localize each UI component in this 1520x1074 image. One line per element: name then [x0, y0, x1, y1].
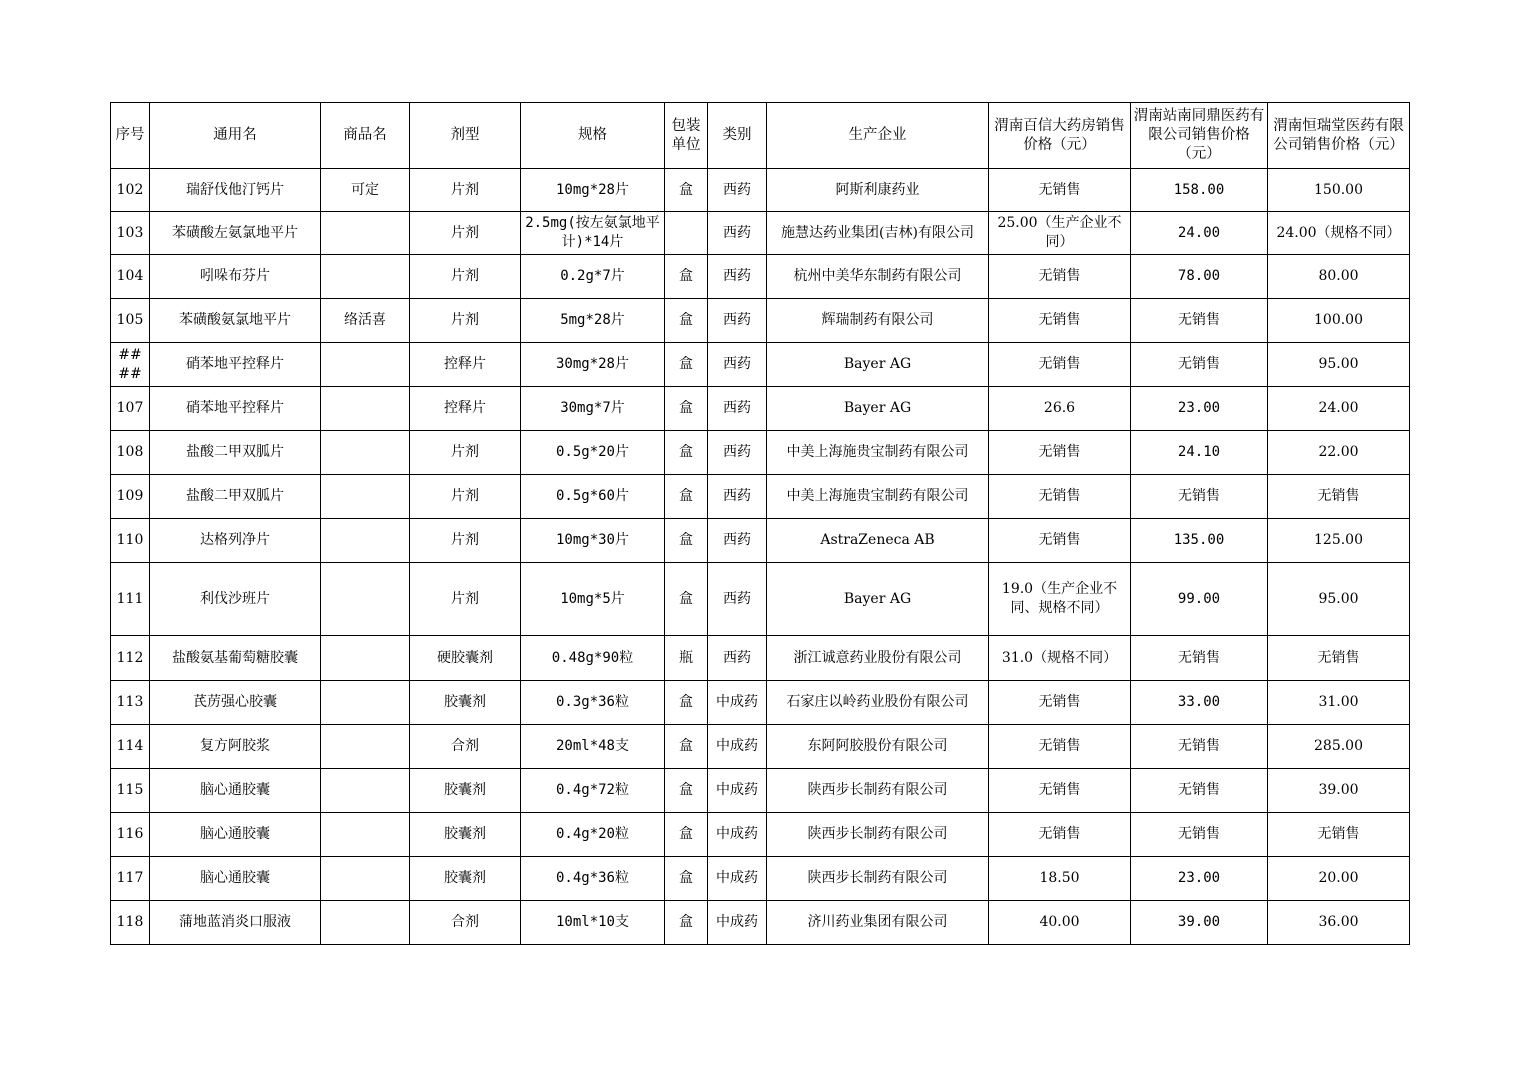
- seq-cell: 118: [111, 901, 150, 945]
- price-baixin-cell: 无销售: [989, 431, 1131, 475]
- seq-cell: 114: [111, 725, 150, 769]
- price-baixin-cell: 无销售: [989, 255, 1131, 299]
- category-cell: 西药: [708, 519, 767, 563]
- specification-cell: 0.5g*60片: [521, 475, 665, 519]
- price-tongding-cell: 24.00: [1131, 212, 1268, 255]
- specification-cell: 10ml*10支: [521, 901, 665, 945]
- dosage-form-cell: 片剂: [410, 475, 521, 519]
- specification-cell: 0.4g*36粒: [521, 857, 665, 901]
- seq-cell: 102: [111, 169, 150, 212]
- specification-cell: 30mg*7片: [521, 387, 665, 431]
- price-tongding-cell: 无销售: [1131, 813, 1268, 857]
- package-unit-cell: 盒: [665, 769, 708, 813]
- generic-name-cell: 蒲地蓝消炎口服液: [150, 901, 321, 945]
- manufacturer-cell: AstraZeneca AB: [767, 519, 989, 563]
- table-row: [111, 681, 1410, 725]
- category-cell: 西药: [708, 387, 767, 431]
- table-row: [111, 636, 1410, 681]
- price-hengruitang-cell: 100.00: [1268, 299, 1410, 343]
- generic-name-cell: 苯磺酸氨氯地平片: [150, 299, 321, 343]
- table-row: [111, 255, 1410, 299]
- price-tongding-cell: 39.00: [1131, 901, 1268, 945]
- table-row: [111, 563, 1410, 636]
- price-baixin-cell: 无销售: [989, 343, 1131, 387]
- specification-cell: 30mg*28片: [521, 343, 665, 387]
- price-baixin-cell: 无销售: [989, 769, 1131, 813]
- table-row: [111, 299, 1410, 343]
- table-body: [111, 169, 1410, 945]
- manufacturer-cell: 陕西步长制药有限公司: [767, 857, 989, 901]
- col-header-category: 类别: [708, 103, 767, 169]
- table-row: [111, 519, 1410, 563]
- manufacturer-cell: 石家庄以岭药业股份有限公司: [767, 681, 989, 725]
- seq-cell: 109: [111, 475, 150, 519]
- price-baixin-cell: 18.50: [989, 857, 1131, 901]
- category-cell: 西药: [708, 299, 767, 343]
- package-unit-cell: 盒: [665, 343, 708, 387]
- price-hengruitang-cell: 150.00: [1268, 169, 1410, 212]
- col-header-generic-name: 通用名: [150, 103, 321, 169]
- generic-name-cell: 脑心通胶囊: [150, 857, 321, 901]
- col-header-dosage-form: 剂型: [410, 103, 521, 169]
- specification-cell: 0.4g*72粒: [521, 769, 665, 813]
- seq-cell: 105: [111, 299, 150, 343]
- package-unit-cell: 盒: [665, 255, 708, 299]
- price-baixin-cell: 25.00（生产企业不同）: [989, 212, 1131, 255]
- specification-cell: 10mg*30片: [521, 519, 665, 563]
- brand-name-cell: [321, 387, 410, 431]
- price-tongding-cell: 无销售: [1131, 636, 1268, 681]
- seq-cell: 112: [111, 636, 150, 681]
- category-cell: 西药: [708, 212, 767, 255]
- price-tongding-cell: 23.00: [1131, 387, 1268, 431]
- seq-cell: 108: [111, 431, 150, 475]
- price-hengruitang-cell: 24.00: [1268, 387, 1410, 431]
- manufacturer-cell: 杭州中美华东制药有限公司: [767, 255, 989, 299]
- package-unit-cell: 盒: [665, 857, 708, 901]
- brand-name-cell: [321, 813, 410, 857]
- col-header-brand-name: 商品名: [321, 103, 410, 169]
- dosage-form-cell: 片剂: [410, 431, 521, 475]
- price-tongding-cell: 78.00: [1131, 255, 1268, 299]
- brand-name-cell: [321, 681, 410, 725]
- price-baixin-cell: 19.0（生产企业不同、规格不同）: [989, 563, 1131, 636]
- table-row: [111, 857, 1410, 901]
- category-cell: 西药: [708, 475, 767, 519]
- table-row: [111, 901, 1410, 945]
- dosage-form-cell: 片剂: [410, 169, 521, 212]
- dosage-form-cell: 片剂: [410, 563, 521, 636]
- package-unit-cell: 瓶: [665, 636, 708, 681]
- brand-name-cell: [321, 563, 410, 636]
- generic-name-cell: 芪苈强心胶囊: [150, 681, 321, 725]
- package-unit-cell: 盒: [665, 387, 708, 431]
- price-baixin-cell: 无销售: [989, 299, 1131, 343]
- col-header-price-hengruitang: 渭南恒瑞堂医药有限公司销售价格（元）: [1268, 103, 1410, 169]
- manufacturer-cell: 济川药业集团有限公司: [767, 901, 989, 945]
- specification-cell: 5mg*28片: [521, 299, 665, 343]
- price-baixin-cell: 无销售: [989, 519, 1131, 563]
- seq-cell: 110: [111, 519, 150, 563]
- dosage-form-cell: 片剂: [410, 519, 521, 563]
- price-tongding-cell: 33.00: [1131, 681, 1268, 725]
- manufacturer-cell: Bayer AG: [767, 343, 989, 387]
- price-hengruitang-cell: 22.00: [1268, 431, 1410, 475]
- category-cell: 西药: [708, 169, 767, 212]
- table-row: [111, 212, 1410, 255]
- generic-name-cell: 盐酸二甲双胍片: [150, 431, 321, 475]
- package-unit-cell: 盒: [665, 475, 708, 519]
- specification-cell: 20ml*48支: [521, 725, 665, 769]
- package-unit-cell: 盒: [665, 431, 708, 475]
- category-cell: 西药: [708, 636, 767, 681]
- table-row: [111, 475, 1410, 519]
- seq-cell: 113: [111, 681, 150, 725]
- brand-name-cell: [321, 212, 410, 255]
- table-row: [111, 387, 1410, 431]
- price-baixin-cell: 无销售: [989, 681, 1131, 725]
- manufacturer-cell: 东阿阿胶股份有限公司: [767, 725, 989, 769]
- seq-cell: 103: [111, 212, 150, 255]
- brand-name-cell: [321, 343, 410, 387]
- price-tongding-cell: 158.00: [1131, 169, 1268, 212]
- table-header-row: [111, 103, 1410, 169]
- dosage-form-cell: 胶囊剂: [410, 681, 521, 725]
- price-tongding-cell: 无销售: [1131, 769, 1268, 813]
- generic-name-cell: 吲哚布芬片: [150, 255, 321, 299]
- price-tongding-cell: 99.00: [1131, 563, 1268, 636]
- manufacturer-cell: 阿斯利康药业: [767, 169, 989, 212]
- manufacturer-cell: 浙江诚意药业股份有限公司: [767, 636, 989, 681]
- brand-name-cell: 络活喜: [321, 299, 410, 343]
- category-cell: 中成药: [708, 681, 767, 725]
- package-unit-cell: 盒: [665, 901, 708, 945]
- specification-cell: 10mg*28片: [521, 169, 665, 212]
- manufacturer-cell: 陕西步长制药有限公司: [767, 813, 989, 857]
- brand-name-cell: [321, 475, 410, 519]
- category-cell: 中成药: [708, 857, 767, 901]
- specification-cell: 0.4g*20粒: [521, 813, 665, 857]
- brand-name-cell: [321, 857, 410, 901]
- col-header-seq: 序号: [111, 103, 150, 169]
- brand-name-cell: [321, 901, 410, 945]
- seq-cell: 117: [111, 857, 150, 901]
- price-hengruitang-cell: 36.00: [1268, 901, 1410, 945]
- manufacturer-cell: 陕西步长制药有限公司: [767, 769, 989, 813]
- table-row: [111, 169, 1410, 212]
- price-baixin-cell: 31.0（规格不同）: [989, 636, 1131, 681]
- specification-cell: 0.3g*36粒: [521, 681, 665, 725]
- price-hengruitang-cell: 20.00: [1268, 857, 1410, 901]
- manufacturer-cell: Bayer AG: [767, 563, 989, 636]
- generic-name-cell: 瑞舒伐他汀钙片: [150, 169, 321, 212]
- manufacturer-cell: 中美上海施贵宝制药有限公司: [767, 475, 989, 519]
- price-tongding-cell: 无销售: [1131, 475, 1268, 519]
- package-unit-cell: 盒: [665, 725, 708, 769]
- category-cell: 西药: [708, 255, 767, 299]
- col-header-specification: 规格: [521, 103, 665, 169]
- dosage-form-cell: 片剂: [410, 255, 521, 299]
- price-hengruitang-cell: 24.00（规格不同）: [1268, 212, 1410, 255]
- dosage-form-cell: 合剂: [410, 901, 521, 945]
- price-tongding-cell: 135.00: [1131, 519, 1268, 563]
- price-baixin-cell: 无销售: [989, 169, 1131, 212]
- price-hengruitang-cell: 无销售: [1268, 636, 1410, 681]
- specification-cell: 10mg*5片: [521, 563, 665, 636]
- category-cell: 中成药: [708, 813, 767, 857]
- generic-name-cell: 达格列净片: [150, 519, 321, 563]
- package-unit-cell: [665, 212, 708, 255]
- table-row: [111, 343, 1410, 387]
- manufacturer-cell: 施慧达药业集团(吉林)有限公司: [767, 212, 989, 255]
- seq-cell: 111: [111, 563, 150, 636]
- category-cell: 中成药: [708, 769, 767, 813]
- generic-name-cell: 盐酸二甲双胍片: [150, 475, 321, 519]
- col-header-price-tongding: 渭南站南同鼎医药有限公司销售价格（元）: [1131, 103, 1268, 169]
- specification-cell: 0.48g*90粒: [521, 636, 665, 681]
- specification-cell: 2.5mg(按左氨氯地平计)*14片: [521, 212, 665, 255]
- price-baixin-cell: 40.00: [989, 901, 1131, 945]
- brand-name-cell: [321, 255, 410, 299]
- manufacturer-cell: 辉瑞制药有限公司: [767, 299, 989, 343]
- generic-name-cell: 脑心通胶囊: [150, 813, 321, 857]
- price-hengruitang-cell: 31.00: [1268, 681, 1410, 725]
- dosage-form-cell: 控释片: [410, 343, 521, 387]
- price-hengruitang-cell: 95.00: [1268, 343, 1410, 387]
- dosage-form-cell: 片剂: [410, 212, 521, 255]
- price-tongding-cell: 无销售: [1131, 343, 1268, 387]
- generic-name-cell: 复方阿胶浆: [150, 725, 321, 769]
- price-tongding-cell: 23.00: [1131, 857, 1268, 901]
- generic-name-cell: 盐酸氨基葡萄糖胶囊: [150, 636, 321, 681]
- table-row: [111, 769, 1410, 813]
- seq-cell: 116: [111, 813, 150, 857]
- col-header-price-baixin: 渭南百信大药房销售价格（元）: [989, 103, 1131, 169]
- price-hengruitang-cell: 无销售: [1268, 813, 1410, 857]
- price-hengruitang-cell: 39.00: [1268, 769, 1410, 813]
- brand-name-cell: [321, 519, 410, 563]
- package-unit-cell: 盒: [665, 563, 708, 636]
- price-baixin-cell: 无销售: [989, 813, 1131, 857]
- manufacturer-cell: Bayer AG: [767, 387, 989, 431]
- price-hengruitang-cell: 95.00: [1268, 563, 1410, 636]
- col-header-package-unit: 包装单位: [665, 103, 708, 169]
- price-baixin-cell: 无销售: [989, 475, 1131, 519]
- price-tongding-cell: 无销售: [1131, 725, 1268, 769]
- brand-name-cell: [321, 636, 410, 681]
- price-tongding-cell: 24.10: [1131, 431, 1268, 475]
- table-row: [111, 725, 1410, 769]
- category-cell: 西药: [708, 563, 767, 636]
- seq-cell: 104: [111, 255, 150, 299]
- generic-name-cell: 硝苯地平控释片: [150, 387, 321, 431]
- seq-cell: 115: [111, 769, 150, 813]
- seq-cell: 107: [111, 387, 150, 431]
- seq-cell: ####: [111, 343, 150, 387]
- dosage-form-cell: 胶囊剂: [410, 813, 521, 857]
- dosage-form-cell: 合剂: [410, 725, 521, 769]
- generic-name-cell: 利伐沙班片: [150, 563, 321, 636]
- dosage-form-cell: 硬胶囊剂: [410, 636, 521, 681]
- table-row: [111, 431, 1410, 475]
- category-cell: 西药: [708, 431, 767, 475]
- price-baixin-cell: 26.6: [989, 387, 1131, 431]
- generic-name-cell: 苯磺酸左氨氯地平片: [150, 212, 321, 255]
- table-row: [111, 813, 1410, 857]
- package-unit-cell: 盒: [665, 813, 708, 857]
- package-unit-cell: 盒: [665, 519, 708, 563]
- price-hengruitang-cell: 无销售: [1268, 475, 1410, 519]
- price-hengruitang-cell: 80.00: [1268, 255, 1410, 299]
- category-cell: 中成药: [708, 725, 767, 769]
- brand-name-cell: [321, 431, 410, 475]
- price-baixin-cell: 无销售: [989, 725, 1131, 769]
- specification-cell: 0.5g*20片: [521, 431, 665, 475]
- specification-cell: 0.2g*7片: [521, 255, 665, 299]
- generic-name-cell: 硝苯地平控释片: [150, 343, 321, 387]
- price-hengruitang-cell: 285.00: [1268, 725, 1410, 769]
- brand-name-cell: 可定: [321, 169, 410, 212]
- package-unit-cell: 盒: [665, 169, 708, 212]
- price-hengruitang-cell: 125.00: [1268, 519, 1410, 563]
- drug-price-table: [110, 102, 1410, 945]
- dosage-form-cell: 胶囊剂: [410, 857, 521, 901]
- category-cell: 西药: [708, 343, 767, 387]
- generic-name-cell: 脑心通胶囊: [150, 769, 321, 813]
- brand-name-cell: [321, 725, 410, 769]
- manufacturer-cell: 中美上海施贵宝制药有限公司: [767, 431, 989, 475]
- price-tongding-cell: 无销售: [1131, 299, 1268, 343]
- dosage-form-cell: 控释片: [410, 387, 521, 431]
- col-header-manufacturer: 生产企业: [767, 103, 989, 169]
- dosage-form-cell: 胶囊剂: [410, 769, 521, 813]
- category-cell: 中成药: [708, 901, 767, 945]
- dosage-form-cell: 片剂: [410, 299, 521, 343]
- brand-name-cell: [321, 769, 410, 813]
- package-unit-cell: 盒: [665, 299, 708, 343]
- package-unit-cell: 盒: [665, 681, 708, 725]
